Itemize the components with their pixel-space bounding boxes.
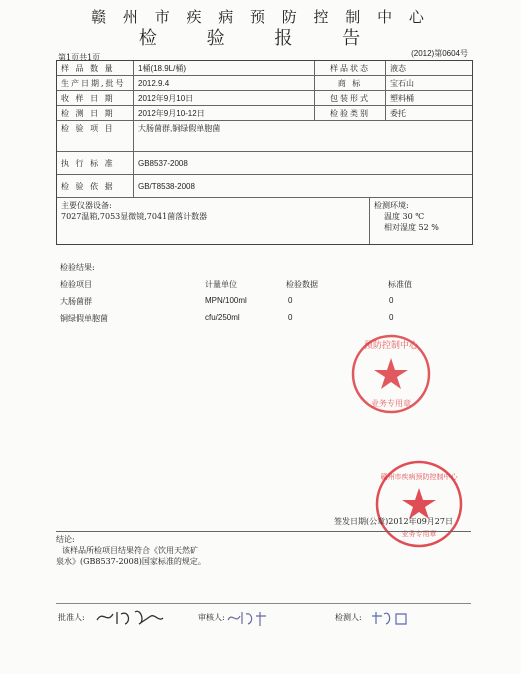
sample-state-label: 样品状态 xyxy=(315,61,386,75)
temp-line xyxy=(374,211,424,222)
env-label: 检测环境: xyxy=(374,201,409,210)
result-std: 0 xyxy=(389,313,394,322)
conclusion xyxy=(56,531,471,567)
sample-qty: 1桶(18.9L/桶) xyxy=(134,61,315,75)
stamp1-text: 预防控制中心 xyxy=(363,341,419,351)
report-title: 检 验 报 告 xyxy=(138,28,383,49)
approver-label: 批准人: xyxy=(58,613,85,622)
instr: 7027温箱,7053显微镜,7041菌落计数器 xyxy=(61,212,208,221)
items-label: 检 验 项 目 xyxy=(57,121,134,151)
official-stamp xyxy=(350,328,432,420)
test-type-label: 检验类别 xyxy=(315,106,386,120)
sample-state: 液态 xyxy=(390,63,406,73)
instrument-cell xyxy=(57,198,370,244)
env-cell xyxy=(370,198,472,244)
result-item: 铜绿假单胞菌 xyxy=(60,314,108,323)
col-data-header: 检验数据 xyxy=(286,280,318,289)
result-data: 0 xyxy=(288,313,293,322)
prod-date: 2012.9.4 xyxy=(134,76,315,90)
hum-line xyxy=(374,222,439,233)
result-std: 0 xyxy=(389,296,394,305)
recv-date: 2012年9月10日 xyxy=(134,91,315,105)
approver-signature xyxy=(95,606,165,628)
sample-qty-label: 样 品 数 量 xyxy=(57,61,134,75)
std-label: 执 行 标 准 xyxy=(57,152,134,174)
results-title: 检验结果: xyxy=(60,263,95,272)
page-info: 第1页共1页 xyxy=(58,53,101,62)
hum-label: 相对湿度 xyxy=(384,223,416,232)
recv-date-label: 收 样 日 期 xyxy=(57,91,134,105)
pack-label: 包装形式 xyxy=(315,91,386,105)
tester-signature xyxy=(370,608,410,628)
col-unit-header: 计量单位 xyxy=(205,280,237,289)
col-item-header: 检验项目 xyxy=(60,280,92,289)
temp-unit: ℃ xyxy=(415,212,425,221)
conclusion-text2: 泉水》(GB8537-2008)国家标准的规定。 xyxy=(56,557,206,566)
prod-date-label: 生产日期,批号 xyxy=(57,76,134,90)
reviewer-signature xyxy=(226,608,270,628)
temp: 30 xyxy=(402,212,413,221)
instr-label: 主要仪器设备: xyxy=(61,201,112,210)
conclusion-label: 结论: xyxy=(56,535,75,544)
conclusion-text1: 该样品所检项目结果符合《饮用天然矿 xyxy=(62,546,198,555)
hum-unit: % xyxy=(431,223,439,232)
test-date: 2012年9月10-12日 xyxy=(134,106,315,120)
temp-label: 温度 xyxy=(384,212,400,221)
test-date-label: 检 测 日 期 xyxy=(57,106,134,120)
brand: 宝石山 xyxy=(390,78,414,88)
tester-label: 检测人: xyxy=(335,613,362,622)
info-table xyxy=(56,60,473,245)
std: GB8537-2008 xyxy=(138,158,188,168)
result-unit: MPN/100ml xyxy=(205,296,247,305)
issue-date: 签发日期(公章)2012年09月27日 xyxy=(334,517,453,526)
hum: 52 xyxy=(418,223,429,232)
result-item: 大肠菌群 xyxy=(60,297,92,306)
reviewer-label: 审核人: xyxy=(198,613,225,622)
divider xyxy=(56,603,471,604)
stamp1-sub: 业务专用章 xyxy=(371,399,411,408)
brand-label: 商 标 xyxy=(315,76,386,90)
items: 大肠菌群,铜绿假单胞菌 xyxy=(138,124,221,133)
stamp2-text: 赣州市疾病预防控制中心 xyxy=(380,473,458,481)
stamp2-sub: 业务专用章 xyxy=(401,530,437,538)
basis-label: 检 验 依 据 xyxy=(57,175,134,197)
col-std-header: 标准值 xyxy=(388,280,412,289)
test-type: 委托 xyxy=(390,108,406,118)
report-number: (2012)第0604号 xyxy=(411,49,468,58)
result-data: 0 xyxy=(288,296,293,305)
basis: GB/T8538-2008 xyxy=(138,181,195,191)
pack: 塑料桶 xyxy=(390,93,414,103)
result-unit: cfu/250ml xyxy=(205,313,240,322)
org-title: 赣 州 市 疾 病 预 防 控 制 中 心 xyxy=(91,8,430,26)
